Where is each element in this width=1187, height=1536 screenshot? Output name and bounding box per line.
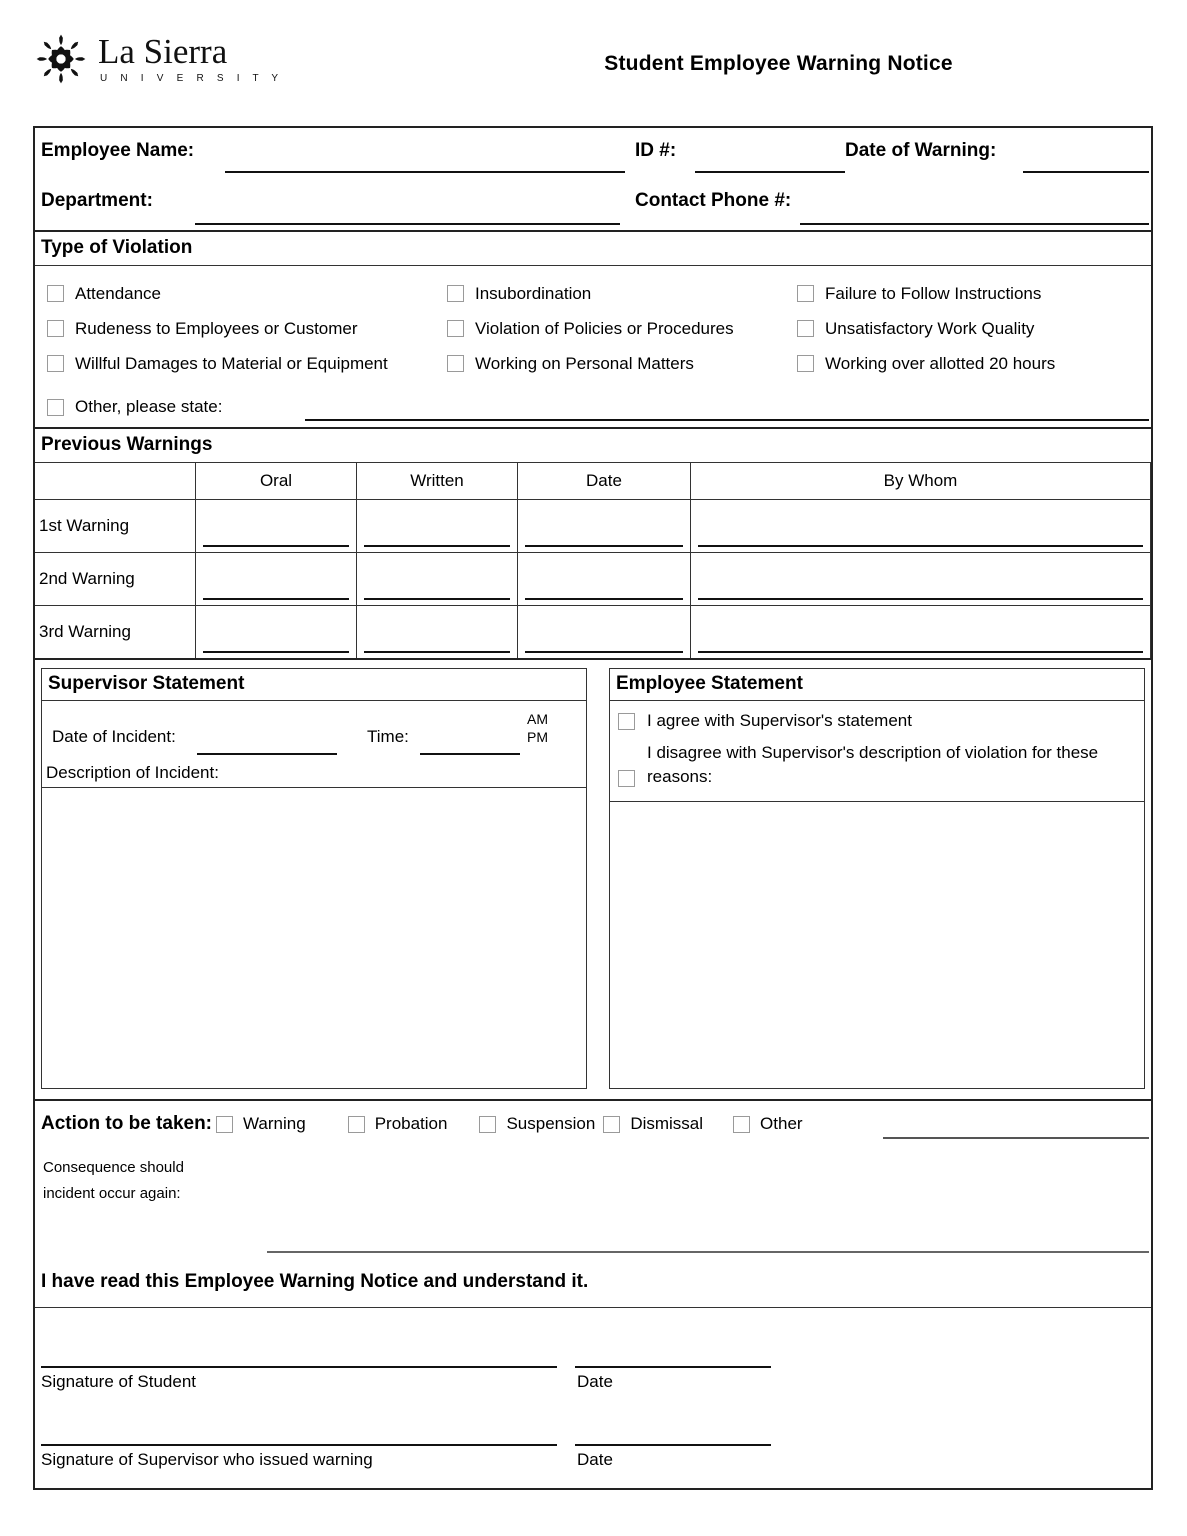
- cell-2nd-date[interactable]: [518, 553, 691, 606]
- violation-label: Failure to Follow Instructions: [825, 283, 1042, 303]
- violation-other-label: Other, please state:: [75, 397, 223, 416]
- violation-section-title: Type of Violation: [41, 237, 193, 258]
- employee-disagree-label: I disagree with Supervisor's description of violation for these reasons:: [647, 743, 1099, 786]
- checkbox-icon[interactable]: [447, 285, 464, 302]
- employee-name-input[interactable]: [225, 171, 625, 173]
- action-row: [35, 1101, 1151, 1147]
- checkbox-icon[interactable]: [618, 770, 635, 787]
- employee-agree-label: I agree with Supervisor's statement: [647, 711, 912, 730]
- violation-label: Violation of Policies or Procedures: [475, 318, 734, 338]
- previous-warnings-title: Previous Warnings: [41, 434, 213, 455]
- violation-label: Unsatisfactory Work Quality: [825, 318, 1035, 338]
- col-header-oral: Oral: [196, 463, 357, 500]
- date-of-warning-label: Date of Warning:: [845, 140, 997, 161]
- violation-label: Willful Damages to Material or Equipment: [75, 353, 388, 373]
- department-label: Department:: [41, 190, 153, 211]
- checkbox-icon[interactable]: [797, 320, 814, 337]
- action-warning[interactable]: [216, 1114, 306, 1134]
- cell-1st-date[interactable]: [518, 500, 691, 553]
- description-of-incident-label: Description of Incident:: [46, 763, 219, 782]
- previous-warnings-table: [35, 462, 1151, 658]
- supervisor-signature-label: Signature of Supervisor who issued warning: [41, 1450, 373, 1469]
- page-title: Student Employee Warning Notice: [604, 52, 953, 75]
- violation-failure-to-follow-instructions[interactable]: [797, 284, 1151, 304]
- violation-label: Rudeness to Employees or Customer: [75, 318, 358, 338]
- description-of-incident-input[interactable]: [42, 788, 586, 1088]
- employee-agree-option[interactable]: [618, 709, 1134, 733]
- acknowledgment-text: I have read this Employee Warning Notice and understand it.: [41, 1271, 589, 1292]
- id-label: ID #:: [635, 140, 677, 161]
- cell-3rd-by-whom[interactable]: [691, 606, 1151, 659]
- checkbox-icon[interactable]: [216, 1116, 233, 1133]
- contact-phone-input[interactable]: [800, 223, 1149, 225]
- supervisor-date-input[interactable]: [575, 1444, 771, 1446]
- col-header-blank: [35, 463, 196, 500]
- action-label: Warning: [243, 1114, 306, 1133]
- time-input[interactable]: [420, 753, 520, 755]
- row-label-1st-warning: 1st Warning: [35, 500, 196, 553]
- cell-1st-written[interactable]: [357, 500, 518, 553]
- student-signature-input[interactable]: [41, 1366, 557, 1368]
- date-of-incident-input[interactable]: [197, 753, 337, 755]
- col-header-date: Date: [518, 463, 691, 500]
- cell-3rd-date[interactable]: [518, 606, 691, 659]
- student-signature-label: Signature of Student: [41, 1372, 197, 1391]
- col-header-by-whom: By Whom: [691, 463, 1151, 500]
- checkbox-icon[interactable]: [47, 320, 64, 337]
- cell-3rd-oral[interactable]: [196, 606, 357, 659]
- action-label: Suspension: [506, 1114, 596, 1133]
- employee-name-label: Employee Name:: [41, 140, 195, 161]
- col-header-written: Written: [357, 463, 518, 500]
- violation-label: Attendance: [75, 283, 162, 303]
- checkbox-icon[interactable]: [348, 1116, 365, 1133]
- violation-label: Working on Personal Matters: [475, 353, 694, 373]
- supervisor-date-label: Date: [577, 1450, 613, 1469]
- employee-statement-title: Employee Statement: [610, 669, 1144, 701]
- action-suspension[interactable]: [479, 1114, 595, 1134]
- violation-section: [35, 230, 1151, 427]
- student-signature-block: [35, 1308, 1151, 1398]
- previous-warnings-section: [35, 427, 1151, 658]
- signature-section: [35, 1307, 1151, 1488]
- date-of-incident-label: Date of Incident:: [52, 727, 176, 746]
- consequence-label: [43, 1155, 184, 1207]
- violation-unsatisfactory-work-quality[interactable]: [797, 319, 1151, 339]
- table-row: [35, 553, 1151, 606]
- action-other-input[interactable]: [883, 1137, 1149, 1139]
- checkbox-icon[interactable]: [47, 355, 64, 372]
- action-label: Other: [760, 1114, 803, 1133]
- violation-other-row: [35, 387, 1151, 427]
- row-label-3rd-warning: 3rd Warning: [35, 606, 196, 659]
- consequence-input[interactable]: [267, 1251, 1149, 1253]
- document-header: [0, 0, 1187, 118]
- consequence-section: [35, 1147, 1151, 1265]
- id-input[interactable]: [695, 171, 845, 173]
- violation-willful-damages[interactable]: [47, 354, 447, 374]
- table-row: [35, 500, 1151, 553]
- row-label-2nd-warning: 2nd Warning: [35, 553, 196, 606]
- cell-2nd-oral[interactable]: [196, 553, 357, 606]
- date-of-warning-input[interactable]: [1023, 171, 1149, 173]
- supervisor-signature-input[interactable]: [41, 1444, 557, 1446]
- supervisor-statement-fields: [42, 701, 586, 788]
- violation-insubordination[interactable]: [447, 284, 797, 304]
- logo-name: La Sierra: [98, 32, 228, 71]
- identity-row-2: [35, 178, 1151, 230]
- checkbox-icon[interactable]: [47, 399, 64, 416]
- checkbox-icon[interactable]: [618, 713, 635, 730]
- action-dismissal[interactable]: [603, 1114, 703, 1134]
- supervisor-statement-panel: [41, 668, 587, 1089]
- violation-attendance[interactable]: [47, 284, 447, 304]
- action-title: Action to be taken:: [41, 1113, 213, 1134]
- violation-row: [47, 276, 1151, 311]
- statements-section: [35, 658, 1151, 1099]
- violation-label: Working over allotted 20 hours: [825, 353, 1056, 373]
- employee-reasons-input[interactable]: [610, 802, 1144, 1077]
- cell-1st-by-whom[interactable]: [691, 500, 1151, 553]
- consequence-label-line2: incident occur again:: [43, 1185, 181, 1202]
- violation-policy-violation[interactable]: [447, 319, 797, 339]
- supervisor-statement-title: Supervisor Statement: [42, 669, 586, 701]
- violation-other[interactable]: [47, 397, 222, 417]
- supervisor-signature-block: [35, 1398, 1151, 1488]
- cell-3rd-written[interactable]: [357, 606, 518, 659]
- checkbox-icon[interactable]: [447, 320, 464, 337]
- logo-subtitle: U N I V E R S I T Y: [100, 73, 284, 84]
- am-label: AM: [527, 711, 548, 727]
- violation-checkbox-grid: [35, 266, 1151, 387]
- cell-2nd-by-whom[interactable]: [691, 553, 1151, 606]
- employee-statement-options: [610, 701, 1144, 802]
- violation-label: Insubordination: [475, 283, 592, 303]
- table-header-row: [35, 463, 1151, 500]
- checkbox-icon[interactable]: [479, 1116, 496, 1133]
- violation-rudeness[interactable]: [47, 319, 447, 339]
- consequence-label-line1: Consequence should: [43, 1159, 184, 1176]
- department-input[interactable]: [195, 223, 620, 225]
- action-label: Probation: [374, 1114, 448, 1133]
- action-probation[interactable]: [348, 1114, 448, 1134]
- checkbox-icon[interactable]: [47, 285, 64, 302]
- cell-1st-oral[interactable]: [196, 500, 357, 553]
- violation-row: [47, 346, 1151, 381]
- employee-statement-panel: [609, 668, 1145, 1089]
- student-date-label: Date: [577, 1372, 613, 1391]
- action-section: [35, 1099, 1151, 1307]
- pm-label: PM: [527, 729, 548, 745]
- checkbox-icon[interactable]: [447, 355, 464, 372]
- cell-2nd-written[interactable]: [357, 553, 518, 606]
- violation-row: [47, 311, 1151, 346]
- violation-personal-matters[interactable]: [447, 354, 797, 374]
- table-row: [35, 606, 1151, 659]
- checkbox-icon[interactable]: [733, 1116, 750, 1133]
- checkbox-icon[interactable]: [603, 1116, 620, 1133]
- warning-notice-form: [33, 126, 1153, 1490]
- time-label: Time:: [367, 727, 409, 746]
- employee-disagree-option[interactable]: [618, 741, 1134, 789]
- action-label: Dismissal: [630, 1114, 704, 1133]
- checkbox-icon[interactable]: [797, 285, 814, 302]
- checkbox-icon[interactable]: [797, 355, 814, 372]
- violation-over-allotted-hours[interactable]: [797, 354, 1151, 374]
- identity-row-1: [35, 128, 1151, 178]
- action-other[interactable]: [733, 1114, 803, 1134]
- contact-phone-label: Contact Phone #:: [635, 190, 792, 211]
- student-date-input[interactable]: [575, 1366, 771, 1368]
- violation-other-input[interactable]: [305, 419, 1149, 421]
